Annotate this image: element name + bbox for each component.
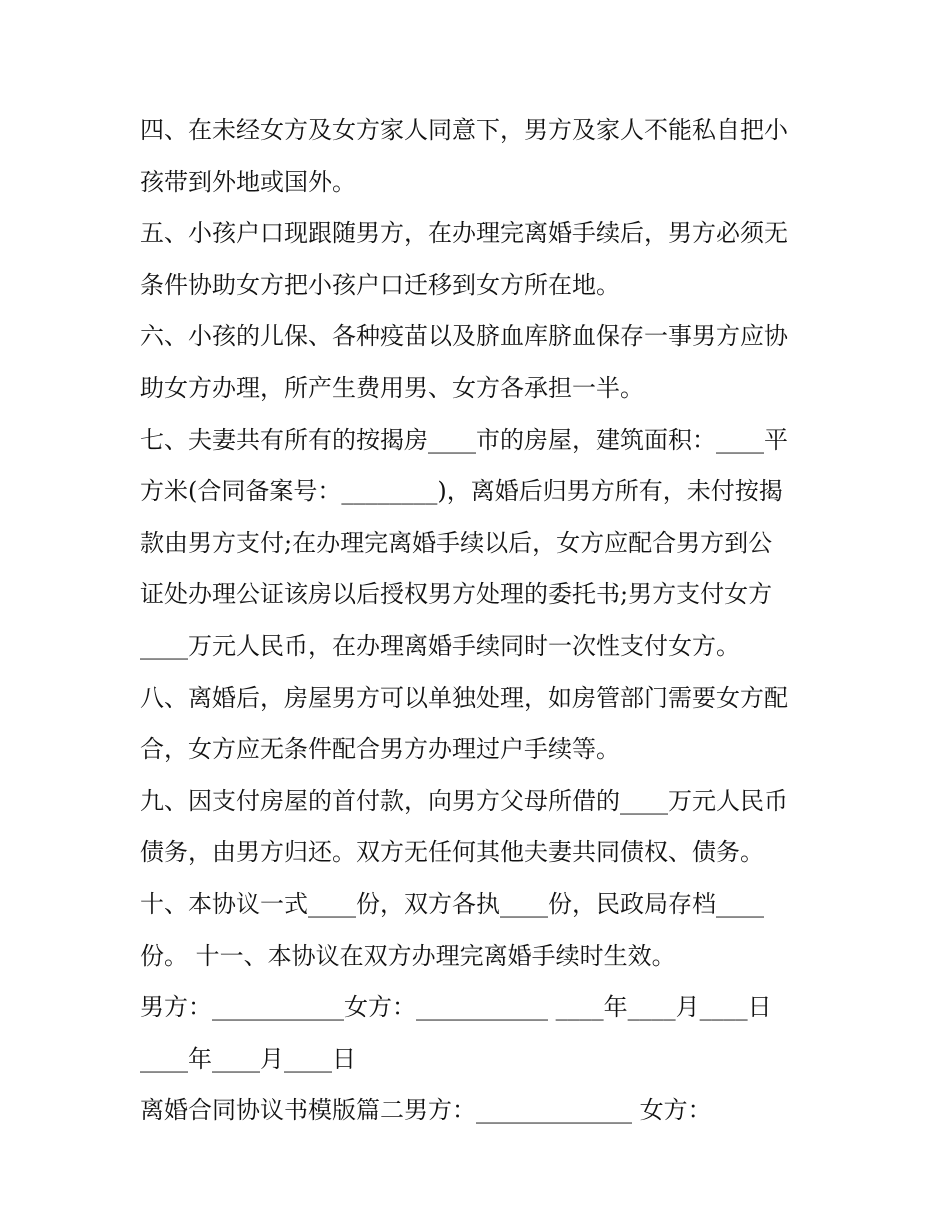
clause-4-line-2: 孩带到外地或国外。 bbox=[140, 167, 356, 196]
clause-7-line-1: 七、夫妻共有所有的按揭房____市的房屋，建筑面积：____平 bbox=[140, 425, 788, 454]
clause-5-line-1: 五、小孩户口现跟随男方，在办理完离婚手续后，男方必须无 bbox=[140, 219, 788, 248]
clause-4-line-1: 四、在未经女方及女方家人同意下，男方及家人不能私自把小 bbox=[140, 116, 788, 144]
signature-line: 男方：___________女方：___________ ____年____月____日 bbox=[140, 993, 772, 1022]
clause-6-line-1: 六、小孩的儿保、各种疫苗以及脐血库脐血保存一事男方应协 bbox=[140, 322, 788, 351]
clause-5-line-2: 条件协助女方把小孩户口迁移到女方所在地。 bbox=[140, 270, 620, 299]
clause-10-11-line-2: 份。 十一、本协议在双方办理完离婚手续时生效。 bbox=[140, 941, 676, 970]
clause-7-line-5: ____万元人民币，在办理离婚手续同时一次性支付女方。 bbox=[140, 631, 740, 660]
document-body bbox=[140, 105, 820, 1137]
template-2-heading-line: 离婚合同协议书模版篇二男方：_____________ 女方： bbox=[140, 1096, 712, 1125]
date-line: ____年____月____日 bbox=[140, 1044, 356, 1073]
clause-8-line-1: 八、离婚后，房屋男方可以单独处理，如房管部门需要女方配 bbox=[140, 683, 788, 712]
clause-10-line-1: 十、本协议一式____份，双方各执____份，民政局存档____ bbox=[140, 889, 764, 918]
clause-7-line-3: 款由男方支付;在办理完离婚手续以后，女方应配合男方到公 bbox=[140, 528, 773, 557]
clause-9-line-2: 债务，由男方归还。双方无任何其他夫妻共同债权、债务。 bbox=[140, 838, 764, 867]
clause-7-line-4: 证处办理公证该房以后授权男方处理的委托书;男方支付女方 bbox=[140, 580, 773, 609]
clause-8-line-2: 合，女方应无条件配合男方办理过户手续等。 bbox=[140, 735, 620, 764]
clause-7-line-2: 方米(合同备案号：________)，离婚后归男方所有，未付按揭 bbox=[140, 477, 783, 506]
clause-9-line-1: 九、因支付房屋的首付款，向男方父母所借的____万元人民币 bbox=[140, 786, 788, 815]
clause-6-line-2: 助女方办理，所产生费用男、女方各承担一半。 bbox=[140, 373, 644, 402]
